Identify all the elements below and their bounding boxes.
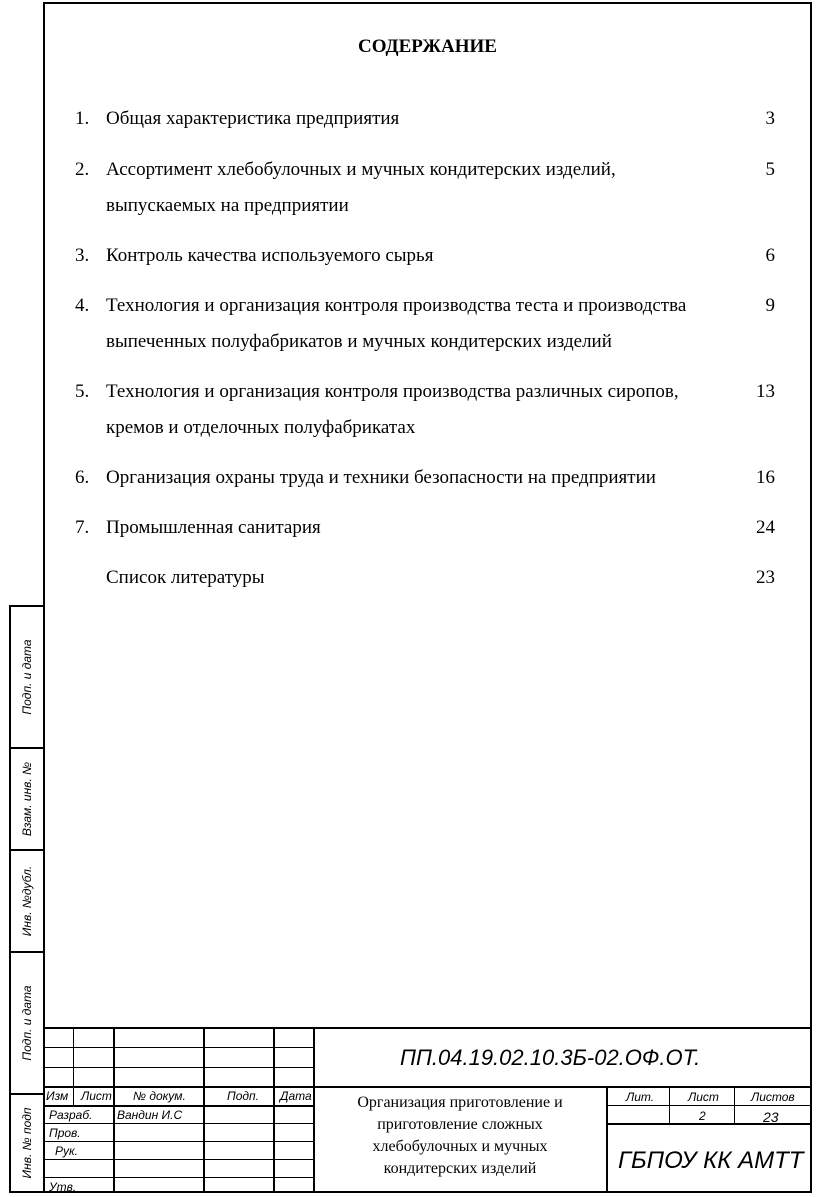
label-supervisor: Рук. [55, 1144, 79, 1158]
developer-name: Вандин И.С [117, 1108, 183, 1122]
toc-number: 7. [75, 517, 90, 538]
toc-title: Промышленная санитария [106, 517, 321, 538]
label-checker: Пров. [49, 1126, 81, 1140]
toc-page: 5 [765, 159, 775, 180]
col-date: Дата [280, 1089, 312, 1103]
toc-page: 16 [756, 467, 775, 488]
toc-number: 6. [75, 467, 90, 488]
toc-page: 6 [765, 245, 775, 266]
page-title: СОДЕРЖАНИЕ [358, 36, 497, 57]
side-cell-podp-data: Подп. и дата [9, 605, 43, 747]
label-letter: Лит. [626, 1090, 655, 1104]
label-approver: Утв. [49, 1180, 77, 1194]
toc-number: 3. [75, 245, 90, 266]
toc-number: 1. [75, 108, 90, 129]
toc-number: 4. [75, 295, 90, 316]
col-list: Лист [81, 1089, 112, 1103]
toc-title: Технология и организация контроля производства теста и производства выпеченных полуфабрикатов и мучных кондитерских изделий [106, 295, 687, 352]
sheets-count: 23 [763, 1109, 779, 1125]
col-signature: Подп. [227, 1089, 259, 1103]
toc-title: Технология и организация контроля производства различных сиропов, кремов и отделочных полуфабрикатах [106, 381, 679, 438]
toc-title: Список литературы [106, 567, 265, 588]
toc-page: 24 [756, 517, 775, 538]
label-sheet: Лист [688, 1090, 719, 1104]
toc-title: Контроль качества используемого сырья [106, 245, 434, 266]
organization-name: ГБПОУ КК АМТТ [618, 1147, 804, 1174]
label-developer: Разраб. [49, 1108, 93, 1122]
col-izm: Изм [46, 1089, 69, 1103]
side-cell-podp-data-2: Подп. и дата [9, 951, 43, 1093]
toc-title: Общая характеристика предприятия [106, 108, 400, 129]
label-sheets: Листов [751, 1090, 795, 1104]
side-cell-inv-dubl: Инв. №дубл. [9, 849, 43, 951]
side-cell-inv-podl: Инв. № подп [9, 1093, 43, 1193]
toc-page: 23 [756, 567, 775, 588]
document-code: ПП.04.19.02.10.3Б-02.ОФ.ОТ. [400, 1045, 701, 1070]
toc-number: 5. [75, 381, 90, 402]
sheet-number: 2 [699, 1109, 706, 1123]
toc-number: 2. [75, 159, 90, 180]
document-name: Организация приготовление и приготовление сложных хлебобулочных и мучных кондитерских изделий [357, 1094, 563, 1177]
toc-page: 9 [765, 295, 775, 316]
toc-page: 3 [765, 108, 775, 129]
toc-page: 13 [756, 381, 775, 402]
toc-title: Ассортимент хлебобулочных и мучных кондитерских изделий, выпускаемых на предприятии [106, 159, 616, 216]
side-cell-vzam-inv: Взам. инв. № [9, 747, 43, 849]
toc-title: Организация охраны труда и техники безопасности на предприятии [106, 467, 656, 488]
col-doc-number: № докум. [133, 1089, 186, 1103]
title-block [43, 1027, 812, 1193]
